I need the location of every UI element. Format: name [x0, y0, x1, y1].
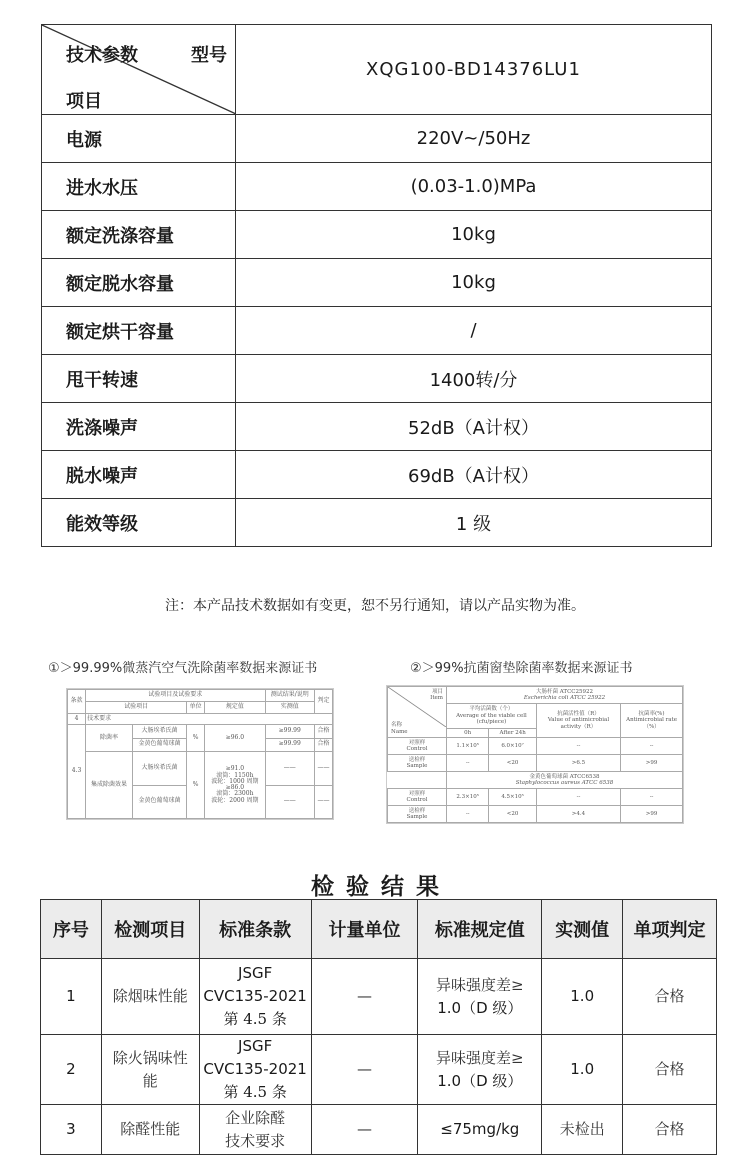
spec-line: 异味强度差≥ [436, 1048, 524, 1067]
col-header: 实测值 [542, 900, 623, 959]
cert2-control2 [388, 788, 447, 805]
spec-label: 进水水压 [42, 163, 236, 211]
spec-value: 220V~/50Hz [236, 115, 712, 163]
cert1-section-title: 技术要求 [86, 714, 333, 725]
row-spec [418, 1035, 542, 1105]
cert2-h-avg-en: Average of the viable cell (cfu/piece) [456, 712, 527, 726]
cert1-dash3: —— [265, 785, 314, 818]
results-table [40, 899, 717, 1155]
cert1-h-spec: 规定值 [205, 702, 265, 714]
spec-label: 额定烘干容量 [42, 307, 236, 355]
cert2-h-act-en: Value of antimicrobial activity（R） [547, 717, 610, 730]
spec-value: 69dB（A计权） [236, 451, 712, 499]
cert2-s1-act: >6.5 [536, 754, 620, 771]
cert2-sample2 [388, 805, 447, 822]
spec-row [42, 115, 712, 163]
cert2-c1-24h: 6.0×10⁷ [489, 737, 537, 754]
cert2-bact2-en: Staphylococcus aureus ATCC 6538 [515, 779, 614, 786]
cert1-bact2: 金黄色葡萄球菌 [132, 738, 186, 752]
spec-value: / [236, 307, 712, 355]
table-row [41, 1035, 717, 1105]
spec-row [42, 307, 712, 355]
cert2-image [386, 685, 684, 824]
cert2-control1-cn: 对照样 [408, 739, 426, 746]
spec-value: 10kg [236, 259, 712, 307]
cert1-bact1b: 大肠埃希氏菌 [132, 752, 186, 785]
cert1-dash4: —— [314, 785, 332, 818]
row-spec: ≤75mg/kg [418, 1105, 542, 1155]
cert2-bact2: 金黄色葡萄球菌 ATCC6538 [529, 773, 600, 780]
header-model-label: 型号 [191, 45, 227, 66]
row-clause [199, 1105, 311, 1155]
spec-header-row [42, 25, 712, 115]
clause-line: 技术要求 [225, 1131, 286, 1150]
cert2-dash3: -- [447, 754, 489, 771]
cert2-control1 [388, 737, 447, 754]
cert2-bact2-head [447, 771, 683, 788]
clause-line: CVC135-2021 [203, 1060, 307, 1078]
cert1-val1: ≥99.99 [265, 725, 314, 739]
col-header: 序号 [41, 900, 102, 959]
row-unit: — [311, 1105, 418, 1155]
cert2-dash6: -- [447, 805, 489, 822]
cert2-h-24h: After 24h [489, 728, 537, 737]
cert1-unit: % [187, 725, 205, 752]
cert1-spec1: ≥96.0 [205, 725, 265, 752]
spec-label: 电源 [42, 115, 236, 163]
cert2-h-name-cn: 名称 [391, 722, 403, 729]
cert2-c2-24h: 4.5×10⁵ [489, 788, 537, 805]
cert2-c1-0h: 1.1×10⁵ [447, 737, 489, 754]
spec-line: 异味强度差≥ [436, 975, 524, 994]
cert2-h-item-en: Item [430, 695, 443, 702]
cert2-h-avg-cell [447, 704, 537, 729]
spec-value: 1400转/分 [236, 355, 712, 403]
cert1-spec2 [205, 752, 265, 819]
spec-row [42, 163, 712, 211]
spec-label: 洗涤噪声 [42, 403, 236, 451]
cert1-dash1: —— [265, 752, 314, 785]
col-header: 标准条款 [199, 900, 311, 959]
cert2-bact1: 大肠杆菌 ATCC25922 [535, 688, 593, 695]
cert2-s2-rate: >99 [621, 805, 683, 822]
table-row [41, 959, 717, 1035]
cert1-judge1: 合格 [314, 725, 332, 739]
cert1-caption: ①＞99.99%微蒸汽空气洗除菌率数据来源证书 [48, 661, 318, 676]
cert2-h-name-en: Name [391, 728, 408, 735]
cert2-control1-en: Control [406, 745, 428, 752]
row-item: 除醛性能 [101, 1105, 199, 1155]
cert2-h-rate-en: Antimicrobial rate（%） [626, 717, 678, 730]
row-unit: — [311, 959, 418, 1035]
cert2-sample1 [388, 754, 447, 771]
cert1-bact1: 大肠埃希氏菌 [132, 725, 186, 739]
row-measured: 未检出 [542, 1105, 623, 1155]
results-title: 检验结果 [311, 874, 451, 900]
cert2-sample2-cn: 送检样 [408, 807, 426, 814]
cert2-h-avg: 平均活菌数（个） [469, 706, 514, 713]
clause-line: CVC135-2021 [203, 987, 307, 1005]
col-header: 标准规定值 [418, 900, 542, 959]
clause-line: 第 4.5 条 [223, 1083, 287, 1101]
cert1-spec2a: ≥91.0 [225, 765, 245, 773]
item-line: 除火锅味性 [112, 1048, 188, 1067]
cert2-sample2-en: Sample [406, 813, 428, 820]
spec-value: (0.03-1.0)MPa [236, 163, 712, 211]
cert2-h-act: 抗菌活性值（R） [557, 711, 600, 718]
row-measured: 1.0 [542, 1035, 623, 1105]
cert2-h-rate: 抗菌率(%) [638, 711, 665, 718]
spec-row [42, 451, 712, 499]
cert2-c2-0h: 2.3×10⁵ [447, 788, 489, 805]
cert2-dash1: -- [536, 737, 620, 754]
cert1-spec2e: 滚筒：2300h [216, 790, 254, 798]
spec-row [42, 499, 712, 547]
cert1-h-measured: 实测值 [265, 702, 314, 714]
row-no: 2 [41, 1035, 102, 1105]
row-item: 除烟味性能 [101, 959, 199, 1035]
spec-row [42, 403, 712, 451]
spec-label: 脱水噪声 [42, 451, 236, 499]
item-line: 能 [142, 1071, 158, 1090]
clause-line: 企业除醛 [225, 1108, 286, 1127]
cert1-spec2d: ≥86.0 [225, 784, 245, 792]
model-number: XQG100-BD14376LU1 [236, 25, 712, 115]
spec-line: 1.0（D 级） [437, 998, 523, 1017]
spec-row [42, 259, 712, 307]
cert1-h-unit: 单位 [187, 702, 205, 714]
cert1-spec2c: 波轮：1000 周期 [211, 777, 259, 785]
clause-line: JSGF [238, 1037, 273, 1055]
row-judge: 合格 [623, 1035, 717, 1105]
cert1-group1: 除菌率 [86, 725, 133, 752]
cert2-s1-rate: >99 [621, 754, 683, 771]
cert2-blank [388, 771, 447, 788]
cert2-h-0h: 0h [447, 728, 489, 737]
cert2-diag-header [388, 687, 447, 738]
header-param: 技术参数 [66, 45, 138, 66]
spec-row [42, 211, 712, 259]
row-no: 1 [41, 959, 102, 1035]
cert2-dash5: -- [621, 788, 683, 805]
cert2-bact1-en: Escherichia coli ATCC 25922 [523, 695, 606, 701]
col-header: 计量单位 [311, 900, 418, 959]
cert2-dash4: -- [536, 788, 620, 805]
row-unit: — [311, 1035, 418, 1105]
cert1-section-no: 4 [68, 714, 86, 725]
header-item: 项目 [66, 91, 102, 112]
cert1-h-result: 测试结果/说明 [265, 690, 314, 702]
cert1-h-items: 试验项目及试验要求 [86, 690, 265, 702]
spec-table [41, 24, 712, 547]
cert1-spec2b: 滚筒：1150h [216, 771, 254, 779]
spec-label: 额定脱水容量 [42, 259, 236, 307]
cert2-h-act-cell [536, 704, 620, 738]
spec-label: 额定洗涤容量 [42, 211, 236, 259]
cert1-h-item: 试验项目 [86, 702, 187, 714]
cert1-h-judge: 判定 [314, 690, 332, 714]
cert2-caption: ②＞99%抗菌窗垫除菌率数据来源证书 [410, 661, 633, 676]
spec-line: 1.0（D 级） [437, 1071, 523, 1090]
row-measured: 1.0 [542, 959, 623, 1035]
cert1-bact2b: 金黄色葡萄球菌 [132, 785, 186, 818]
results-header-row [41, 900, 717, 959]
cert2-dash2: -- [621, 737, 683, 754]
cert2-bact1-head [447, 687, 683, 704]
cert2-s2-24h: <20 [489, 805, 537, 822]
cert1-spec2f: 波轮：2000 周期 [211, 796, 259, 804]
spec-header-cell [42, 25, 236, 115]
cert2-s1-24h: <20 [489, 754, 537, 771]
row-clause [199, 1035, 311, 1105]
cert1-clause: 4.3 [68, 725, 86, 819]
cert2-control2-cn: 对照样 [408, 790, 426, 797]
cert2-h-item-cn: 项目 [431, 689, 443, 695]
clause-line: 第 4.5 条 [223, 1010, 287, 1028]
table-row [41, 1105, 717, 1155]
cert2-h-rate-cell [621, 704, 683, 738]
cert1-dash2: —— [314, 752, 332, 785]
cert2-sample1-cn: 送检样 [408, 756, 426, 763]
row-item [101, 1035, 199, 1105]
spec-value: 1 级 [236, 499, 712, 547]
cert2-s2-act: >4.4 [536, 805, 620, 822]
row-no: 3 [41, 1105, 102, 1155]
cert1-image [66, 688, 334, 820]
cert1-judge2: 合格 [314, 738, 332, 752]
row-spec [418, 959, 542, 1035]
spec-row [42, 355, 712, 403]
col-header: 单项判定 [623, 900, 717, 959]
cert1-val2: ≥99.99 [265, 738, 314, 752]
spec-value: 52dB（A计权） [236, 403, 712, 451]
disclaimer-note: 注：本产品技术数据如有变更，恕不另行通知，请以产品实物为准。 [165, 598, 585, 614]
cert1-group2: 集成除菌效果 [86, 752, 133, 819]
row-judge: 合格 [623, 959, 717, 1035]
cert2-sample1-en: Sample [406, 762, 428, 769]
cert2-control2-en: Control [406, 796, 428, 803]
row-clause [199, 959, 311, 1035]
spec-label: 能效等级 [42, 499, 236, 547]
cert1-unit2: % [187, 752, 205, 819]
clause-line: JSGF [238, 964, 273, 982]
row-judge: 合格 [623, 1105, 717, 1155]
spec-value: 10kg [236, 211, 712, 259]
cert1-h-no: 条款 [68, 690, 86, 714]
col-header: 检测项目 [101, 900, 199, 959]
spec-label: 甩干转速 [42, 355, 236, 403]
